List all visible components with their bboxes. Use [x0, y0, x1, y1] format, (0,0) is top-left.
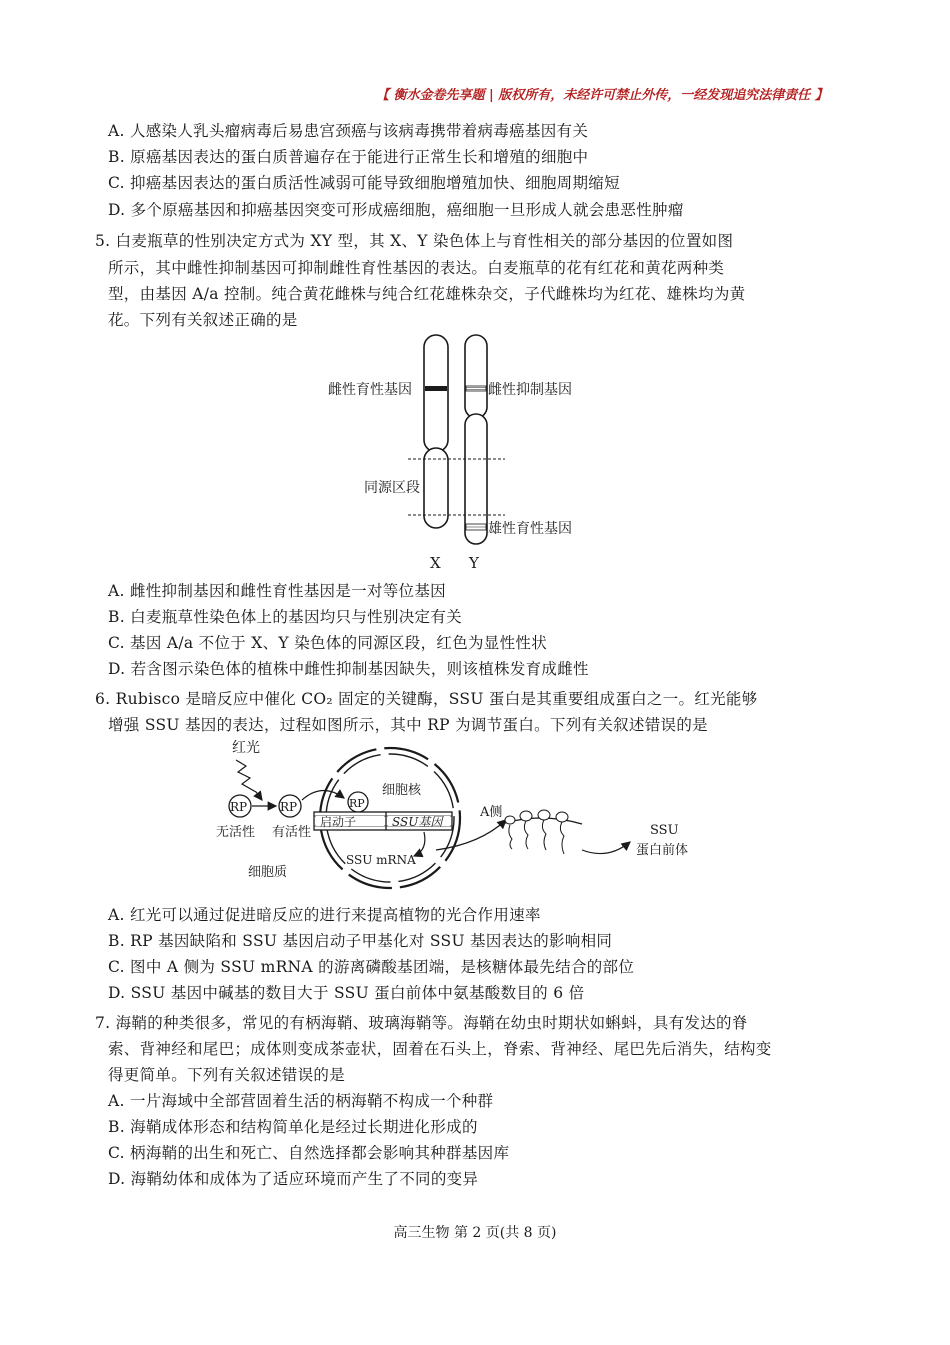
rp-bound-label: RP: [349, 797, 365, 810]
chromosome-figure: [320, 330, 620, 576]
label-promoter: 启动子: [320, 815, 357, 829]
q5-stem-line-4: 花。下列有关叙述正确的是: [108, 311, 298, 329]
label-female-suppress-gene: 雌性抑制基因: [488, 382, 572, 398]
label-ssu-precursor-2: 蛋白前体: [636, 843, 689, 858]
precursor-arrow: [582, 842, 630, 854]
label-ssu-mrna: SSU mRNA: [346, 853, 416, 867]
q7-stem-line-2: 索、背神经和尾巴；成体则变成茶壶状，固着在石头上，脊索、背神经、尾巴先后消失，结构变: [108, 1040, 772, 1058]
female-suppress-band: [466, 386, 486, 391]
gene-expression-figure: [210, 732, 720, 890]
q6-option-a: A. 红光可以通过促进暗反应的进行来提高植物的光合作用速率: [108, 906, 541, 924]
q6-option-b: B. RP 基因缺陷和 SSU 基因启动子甲基化对 SSU 基因表达的影响相同: [108, 932, 613, 950]
q7-option-b: B. 海鞘成体形态和结构简单化是经过长期进化形成的: [108, 1118, 478, 1136]
label-cytoplasm: 细胞质: [248, 865, 288, 880]
label-inactive: 无活性: [216, 825, 256, 840]
label-homologous-region: 同源区段: [364, 480, 420, 496]
label-ssu-precursor-1: SSU: [650, 823, 679, 838]
ribosome-1: [505, 816, 515, 849]
label-y-chromosome: Y: [469, 554, 479, 572]
label-red-light: 红光: [232, 740, 260, 756]
q7-stem-line-3: 得更简单。下列有关叙述错误的是: [108, 1066, 346, 1084]
q6-stem-line-2: 增强 SSU 基因的表达，过程如图所示，其中 RP 为调节蛋白。下列有关叙述错误的是: [108, 716, 708, 734]
label-male-fertility-gene: 雄性育性基因: [488, 521, 572, 537]
q6-option-c: C. 图中 A 侧为 SSU mRNA 的游离磷酸基团端，是核糖体最先结合的部位: [108, 958, 635, 976]
ribosome-3: [538, 810, 550, 850]
q4-option-a: A. 人感染人乳头瘤病毒后易患宫颈癌与该病毒携带着病毒癌基因有关: [108, 122, 589, 140]
q7-option-a: A. 一片海域中全部营固着生活的柄海鞘不构成一个种群: [108, 1092, 494, 1110]
label-ssu-gene: SSU基因: [392, 815, 443, 829]
female-fertility-band: [425, 386, 447, 391]
rp-active-label: RP: [280, 800, 298, 814]
q6-option-d: D. SSU 基因中碱基的数目大于 SSU 蛋白前体中氨基酸数目的 6 倍: [108, 984, 585, 1002]
label-active: 有活性: [272, 825, 312, 840]
page-footer: 高三生物 第 2 页(共 8 页): [393, 1225, 557, 1241]
q5-stem-line-1: 5. 白麦瓶草的性别决定方式为 XY 型，其 X、Y 染色体上与育性相关的部分基因的位置如图: [95, 232, 734, 250]
label-x-chromosome: X: [430, 554, 441, 572]
q5-option-c: C. 基因 A/a 不位于 X、Y 染色体的同源区段，红色为显性性状: [108, 634, 547, 652]
x-chromosome-lower-arm: [424, 448, 448, 528]
ribosome-4: [556, 812, 568, 854]
y-chromosome-upper-arm: [465, 335, 487, 418]
q5-stem-line-2: 所示，其中雌性抑制基因可抑制雌性育性基因的表达。白麦瓶草的花有红花和黄花两种类: [108, 259, 725, 277]
q7-stem-line-1: 7. 海鞘的种类很多，常见的有柄海鞘、玻璃海鞘等。海鞘在幼虫时期状如蝌蚪，具有发达的脊: [95, 1014, 748, 1032]
q5-option-a: A. 雌性抑制基因和雌性育性基因是一对等位基因: [108, 582, 446, 600]
copyright-notice: 【 衡水金卷先享题 | 版权所有，未经许可禁止外传，一经发现追究法律责任 】: [376, 88, 828, 103]
q6-stem-line-1: 6. Rubisco 是暗反应中催化 CO₂ 固定的关键酶，SSU 蛋白是其重要组成蛋白之一。红光能够: [95, 690, 758, 708]
q5-option-b: B. 白麦瓶草性染色体上的基因均只与性别决定有关: [108, 608, 462, 626]
q4-option-c: C. 抑癌基因表达的蛋白质活性减弱可能导致细胞增殖加快、细胞周期缩短: [108, 174, 620, 192]
ribosome-2: [520, 811, 532, 849]
q4-option-b: B. 原癌基因表达的蛋白质普遍存在于能进行正常生长和增殖的细胞中: [108, 148, 589, 166]
q7-option-d: D. 海鞘幼体和成体为了适应环境而产生了不同的变异: [108, 1170, 479, 1188]
label-female-fertility-gene: 雌性育性基因: [328, 382, 412, 398]
q4-option-d: D. 多个原癌基因和抑癌基因突变可形成癌细胞，癌细胞一旦形成人就会患恶性肿瘤: [108, 201, 684, 219]
q7-option-c: C. 柄海鞘的出生和死亡、自然选择都会影响其种群基因库: [108, 1144, 510, 1162]
red-light-zigzag: [236, 760, 262, 800]
label-a-side: A侧: [480, 805, 503, 820]
x-chromosome-upper-arm: [424, 335, 448, 452]
q5-stem-line-3: 型，由基因 A/a 控制。纯合黄花雌株与纯合红花雄株杂交，子代雌株均为红花、雄株均为黄: [108, 285, 746, 303]
label-nucleus: 细胞核: [382, 783, 422, 798]
rp-inactive-label: RP: [230, 800, 248, 814]
q5-option-d: D. 若含图示染色体的植株中雌性抑制基因缺失，则该植株发育成雌性: [108, 660, 589, 678]
